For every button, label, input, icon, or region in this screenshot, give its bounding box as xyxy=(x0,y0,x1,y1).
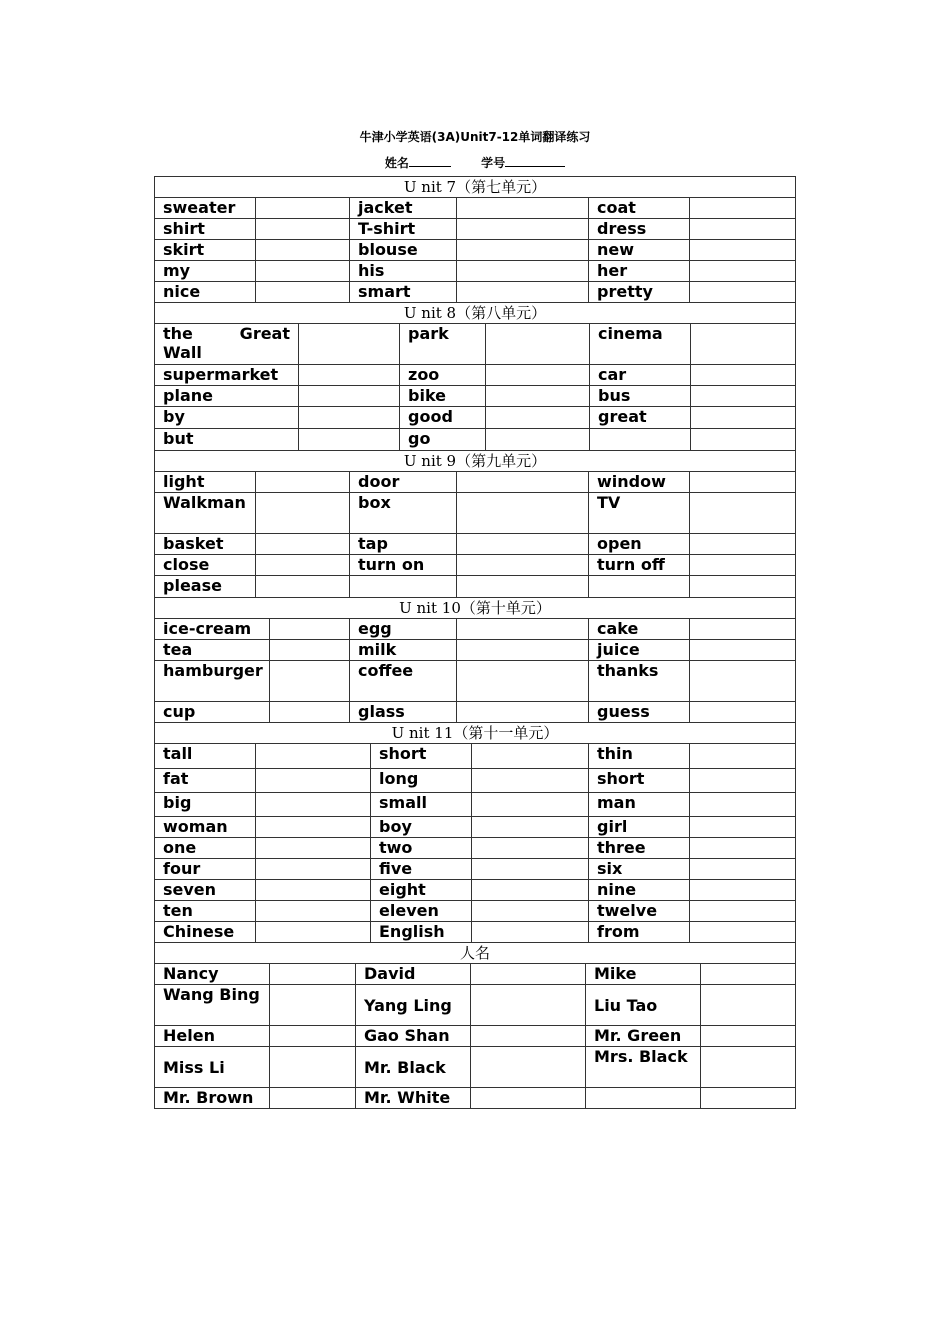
vocab-word xyxy=(349,576,456,597)
translation-answer-cell[interactable] xyxy=(485,429,589,450)
translation-answer-cell[interactable] xyxy=(269,985,355,1025)
vocab-word: boy xyxy=(370,817,471,837)
translation-answer-cell[interactable] xyxy=(255,859,370,879)
vocab-word: cinema xyxy=(589,324,690,364)
vocab-word: TV xyxy=(588,493,689,533)
translation-answer-cell[interactable] xyxy=(689,282,796,302)
worksheet-title: 牛津小学英语(3A)Unit7-12单词翻译练习 xyxy=(359,130,591,144)
translation-answer-cell[interactable] xyxy=(689,534,796,554)
vocab-word: thanks xyxy=(588,661,689,701)
translation-answer-cell[interactable] xyxy=(298,324,399,364)
vocab-word: milk xyxy=(349,640,456,660)
translation-answer-cell[interactable] xyxy=(456,493,588,533)
translation-answer-cell[interactable] xyxy=(689,472,796,492)
translation-answer-cell[interactable] xyxy=(456,619,588,639)
vocab-word: from xyxy=(588,922,689,942)
translation-answer-cell[interactable] xyxy=(255,817,370,837)
unit-section xyxy=(154,176,796,303)
translation-answer-cell[interactable] xyxy=(690,429,796,450)
translation-answer-cell[interactable] xyxy=(689,493,796,533)
table-row xyxy=(154,838,796,859)
vocab-word: tall xyxy=(154,744,255,768)
vocab-word: light xyxy=(154,472,255,492)
table-row xyxy=(154,1047,796,1088)
vocab-word: box xyxy=(349,493,456,533)
table-row xyxy=(154,198,796,219)
vocab-word: Mr. White xyxy=(355,1088,470,1108)
translation-answer-cell[interactable] xyxy=(471,817,588,837)
translation-answer-cell[interactable] xyxy=(689,880,796,900)
vocab-word: zoo xyxy=(399,365,485,385)
vocab-word: open xyxy=(588,534,689,554)
translation-answer-cell[interactable] xyxy=(255,261,349,281)
vocab-word: but xyxy=(154,429,298,450)
translation-answer-cell[interactable] xyxy=(470,1026,585,1046)
translation-answer-cell[interactable] xyxy=(471,744,588,768)
translation-answer-cell[interactable] xyxy=(456,219,588,239)
table-row xyxy=(154,324,796,365)
translation-answer-cell[interactable] xyxy=(700,1026,796,1046)
number-blank[interactable] xyxy=(505,154,565,167)
table-row xyxy=(154,429,796,451)
vocab-word: Mike xyxy=(585,964,700,984)
vocab-word: Mrs. Black xyxy=(585,1047,700,1087)
translation-answer-cell[interactable] xyxy=(255,901,370,921)
vocabulary-table xyxy=(154,176,796,1109)
translation-answer-cell[interactable] xyxy=(689,240,796,260)
translation-answer-cell[interactable] xyxy=(485,365,589,385)
table-row xyxy=(154,534,796,555)
vocab-word: car xyxy=(589,365,690,385)
number-label: 学号 xyxy=(481,156,506,170)
vocab-word: turn off xyxy=(588,555,689,575)
vocab-word: Miss Li xyxy=(154,1047,269,1087)
vocab-word: fat xyxy=(154,769,255,792)
translation-answer-cell[interactable] xyxy=(456,555,588,575)
translation-answer-cell[interactable] xyxy=(255,198,349,218)
translation-answer-cell[interactable] xyxy=(456,198,588,218)
vocab-word: Gao Shan xyxy=(355,1026,470,1046)
vocab-word: Nancy xyxy=(154,964,269,984)
table-row xyxy=(154,386,796,407)
vocab-word: basket xyxy=(154,534,255,554)
vocab-word: Wang Bing xyxy=(154,985,269,1025)
table-row xyxy=(154,744,796,769)
vocab-word: jacket xyxy=(349,198,456,218)
vocab-word: Liu Tao xyxy=(585,985,700,1025)
vocab-word: short xyxy=(588,769,689,792)
vocab-word: Mr. Black xyxy=(355,1047,470,1087)
vocab-word: shirt xyxy=(154,219,255,239)
vocab-word: pretty xyxy=(588,282,689,302)
vocab-word: great xyxy=(589,407,690,428)
table-row xyxy=(154,817,796,838)
translation-answer-cell[interactable] xyxy=(269,661,349,701)
translation-answer-cell[interactable] xyxy=(689,859,796,879)
vocab-word: Walkman xyxy=(154,493,255,533)
translation-answer-cell[interactable] xyxy=(269,640,349,660)
translation-answer-cell[interactable] xyxy=(689,555,796,575)
vocab-word: big xyxy=(154,793,255,816)
table-row xyxy=(154,282,796,303)
vocab-word: guess xyxy=(588,702,689,722)
translation-answer-cell[interactable] xyxy=(700,1088,796,1108)
translation-answer-cell[interactable] xyxy=(485,386,589,406)
translation-answer-cell[interactable] xyxy=(689,661,796,701)
vocab-word: Yang Ling xyxy=(355,985,470,1025)
vocab-word: girl xyxy=(588,817,689,837)
vocab-word: egg xyxy=(349,619,456,639)
translation-answer-cell[interactable] xyxy=(700,964,796,984)
translation-answer-cell[interactable] xyxy=(471,793,588,816)
vocab-word: nice xyxy=(154,282,255,302)
vocab-word: by xyxy=(154,407,298,428)
table-row xyxy=(154,702,796,723)
name-label: 姓名 xyxy=(384,156,409,170)
vocab-word: please xyxy=(154,576,255,597)
vocab-word: his xyxy=(349,261,456,281)
vocab-word: twelve xyxy=(588,901,689,921)
translation-answer-cell[interactable] xyxy=(689,619,796,639)
vocab-word: ice-cream xyxy=(154,619,269,639)
translation-answer-cell[interactable] xyxy=(255,576,349,597)
vocab-word: plane xyxy=(154,386,298,406)
vocab-word: two xyxy=(370,838,471,858)
vocab-word: window xyxy=(588,472,689,492)
translation-answer-cell[interactable] xyxy=(689,702,796,722)
translation-answer-cell[interactable] xyxy=(269,964,355,984)
table-row xyxy=(154,261,796,282)
translation-answer-cell[interactable] xyxy=(456,282,588,302)
table-row xyxy=(154,472,796,493)
vocab-word: turn on xyxy=(349,555,456,575)
unit-section xyxy=(154,723,796,943)
translation-answer-cell[interactable] xyxy=(689,922,796,942)
translation-answer-cell[interactable] xyxy=(255,534,349,554)
translation-answer-cell[interactable] xyxy=(456,472,588,492)
translation-answer-cell[interactable] xyxy=(255,472,349,492)
vocab-word: David xyxy=(355,964,470,984)
vocab-word: Mr. Brown xyxy=(154,1088,269,1108)
translation-answer-cell[interactable] xyxy=(471,901,588,921)
vocab-word: nine xyxy=(588,880,689,900)
vocab-word: cup xyxy=(154,702,269,722)
vocab-word: smart xyxy=(349,282,456,302)
translation-answer-cell[interactable] xyxy=(456,702,588,722)
translation-answer-cell[interactable] xyxy=(470,1088,585,1108)
table-row xyxy=(154,576,796,598)
translation-answer-cell[interactable] xyxy=(690,365,796,385)
vocab-word xyxy=(585,1088,700,1108)
translation-answer-cell[interactable] xyxy=(456,261,588,281)
table-row xyxy=(154,922,796,943)
translation-answer-cell[interactable] xyxy=(485,407,589,428)
section-header: U nit 7（第七单元） xyxy=(154,176,796,198)
unit-section xyxy=(154,943,796,1109)
translation-answer-cell[interactable] xyxy=(690,324,796,364)
vocab-word: her xyxy=(588,261,689,281)
vocab-word: go xyxy=(399,429,485,450)
table-row xyxy=(154,1088,796,1109)
translation-answer-cell[interactable] xyxy=(269,1026,355,1046)
translation-answer-cell[interactable] xyxy=(269,702,349,722)
translation-answer-cell[interactable] xyxy=(689,793,796,816)
vocab-word: blouse xyxy=(349,240,456,260)
translation-answer-cell[interactable] xyxy=(690,386,796,406)
translation-answer-cell[interactable] xyxy=(255,744,370,768)
translation-answer-cell[interactable] xyxy=(456,240,588,260)
vocab-word: Helen xyxy=(154,1026,269,1046)
vocab-word: man xyxy=(588,793,689,816)
table-row xyxy=(154,240,796,261)
vocab-word: eleven xyxy=(370,901,471,921)
table-row xyxy=(154,964,796,985)
translation-answer-cell[interactable] xyxy=(298,365,399,385)
vocab-word: tea xyxy=(154,640,269,660)
translation-answer-cell[interactable] xyxy=(471,922,588,942)
translation-answer-cell[interactable] xyxy=(700,985,796,1025)
vocab-word: short xyxy=(370,744,471,768)
vocab-word: Mr. Green xyxy=(585,1026,700,1046)
translation-answer-cell[interactable] xyxy=(471,880,588,900)
vocab-word: hamburger xyxy=(154,661,269,701)
translation-answer-cell[interactable] xyxy=(690,407,796,428)
translation-answer-cell[interactable] xyxy=(456,661,588,701)
translation-answer-cell[interactable] xyxy=(255,493,349,533)
translation-answer-cell[interactable] xyxy=(269,1047,355,1087)
vocab-word: dress xyxy=(588,219,689,239)
translation-answer-cell[interactable] xyxy=(471,769,588,792)
vocab-word: four xyxy=(154,859,255,879)
table-row xyxy=(154,901,796,922)
vocab-word: six xyxy=(588,859,689,879)
student-info-line xyxy=(0,154,950,171)
vocab-word: thin xyxy=(588,744,689,768)
translation-answer-cell[interactable] xyxy=(689,838,796,858)
vocab-word: small xyxy=(370,793,471,816)
section-header: U nit 8（第八单元） xyxy=(154,303,796,324)
vocab-word: English xyxy=(370,922,471,942)
vocab-word: door xyxy=(349,472,456,492)
section-header: U nit 11（第十一单元） xyxy=(154,723,796,744)
vocab-word: cake xyxy=(588,619,689,639)
vocab-word: juice xyxy=(588,640,689,660)
vocab-word xyxy=(588,576,689,597)
table-row xyxy=(154,985,796,1026)
translation-answer-cell[interactable] xyxy=(456,534,588,554)
name-blank[interactable] xyxy=(409,154,451,167)
translation-answer-cell[interactable] xyxy=(689,769,796,792)
table-row xyxy=(154,640,796,661)
vocab-word: the Great Wall xyxy=(154,324,298,364)
vocab-word xyxy=(589,429,690,450)
table-row xyxy=(154,619,796,640)
translation-answer-cell[interactable] xyxy=(298,429,399,450)
translation-answer-cell[interactable] xyxy=(689,817,796,837)
table-row xyxy=(154,407,796,429)
translation-answer-cell[interactable] xyxy=(689,198,796,218)
translation-answer-cell[interactable] xyxy=(255,769,370,792)
unit-section xyxy=(154,598,796,723)
translation-answer-cell[interactable] xyxy=(470,1047,585,1087)
translation-answer-cell[interactable] xyxy=(255,219,349,239)
translation-answer-cell[interactable] xyxy=(471,859,588,879)
translation-answer-cell[interactable] xyxy=(255,838,370,858)
vocab-word: three xyxy=(588,838,689,858)
vocab-word: coffee xyxy=(349,661,456,701)
translation-answer-cell[interactable] xyxy=(689,744,796,768)
translation-answer-cell[interactable] xyxy=(255,555,349,575)
translation-answer-cell[interactable] xyxy=(470,985,585,1025)
vocab-word: glass xyxy=(349,702,456,722)
translation-answer-cell[interactable] xyxy=(255,240,349,260)
translation-answer-cell[interactable] xyxy=(298,407,399,428)
translation-answer-cell[interactable] xyxy=(470,964,585,984)
vocab-word: five xyxy=(370,859,471,879)
vocab-word: woman xyxy=(154,817,255,837)
translation-answer-cell[interactable] xyxy=(689,640,796,660)
vocab-word: sweater xyxy=(154,198,255,218)
translation-answer-cell[interactable] xyxy=(689,219,796,239)
table-row xyxy=(154,1026,796,1047)
section-header: U nit 9（第九单元） xyxy=(154,451,796,472)
table-row xyxy=(154,769,796,793)
vocab-word: supermarket xyxy=(154,365,298,385)
vocab-word: skirt xyxy=(154,240,255,260)
translation-answer-cell[interactable] xyxy=(255,922,370,942)
translation-answer-cell[interactable] xyxy=(689,901,796,921)
translation-answer-cell[interactable] xyxy=(456,576,588,597)
vocab-word: T-shirt xyxy=(349,219,456,239)
table-row xyxy=(154,880,796,901)
vocab-word: my xyxy=(154,261,255,281)
table-row xyxy=(154,793,796,817)
translation-answer-cell[interactable] xyxy=(255,282,349,302)
table-row xyxy=(154,365,796,386)
vocab-word: good xyxy=(399,407,485,428)
translation-answer-cell[interactable] xyxy=(298,386,399,406)
vocab-word: one xyxy=(154,838,255,858)
translation-answer-cell[interactable] xyxy=(485,324,589,364)
translation-answer-cell[interactable] xyxy=(689,261,796,281)
vocab-word: tap xyxy=(349,534,456,554)
unit-section xyxy=(154,303,796,451)
table-row xyxy=(154,661,796,702)
vocab-word: ten xyxy=(154,901,255,921)
section-header: U nit 10（第十单元） xyxy=(154,598,796,619)
vocab-word: bike xyxy=(399,386,485,406)
translation-answer-cell[interactable] xyxy=(269,1088,355,1108)
table-row xyxy=(154,219,796,240)
section-header: 人名 xyxy=(154,943,796,964)
vocab-word: coat xyxy=(588,198,689,218)
translation-answer-cell[interactable] xyxy=(689,576,796,597)
vocab-word: bus xyxy=(589,386,690,406)
vocab-word: seven xyxy=(154,880,255,900)
vocab-word: eight xyxy=(370,880,471,900)
table-row xyxy=(154,493,796,534)
translation-answer-cell[interactable] xyxy=(700,1047,796,1087)
vocab-word: new xyxy=(588,240,689,260)
table-row xyxy=(154,859,796,880)
vocab-word: park xyxy=(399,324,485,364)
translation-answer-cell[interactable] xyxy=(255,880,370,900)
vocab-word: Chinese xyxy=(154,922,255,942)
unit-section xyxy=(154,451,796,598)
translation-answer-cell[interactable] xyxy=(255,793,370,816)
translation-answer-cell[interactable] xyxy=(471,838,588,858)
vocab-word: close xyxy=(154,555,255,575)
table-row xyxy=(154,555,796,576)
translation-answer-cell[interactable] xyxy=(269,619,349,639)
translation-answer-cell[interactable] xyxy=(456,640,588,660)
vocab-word: long xyxy=(370,769,471,792)
